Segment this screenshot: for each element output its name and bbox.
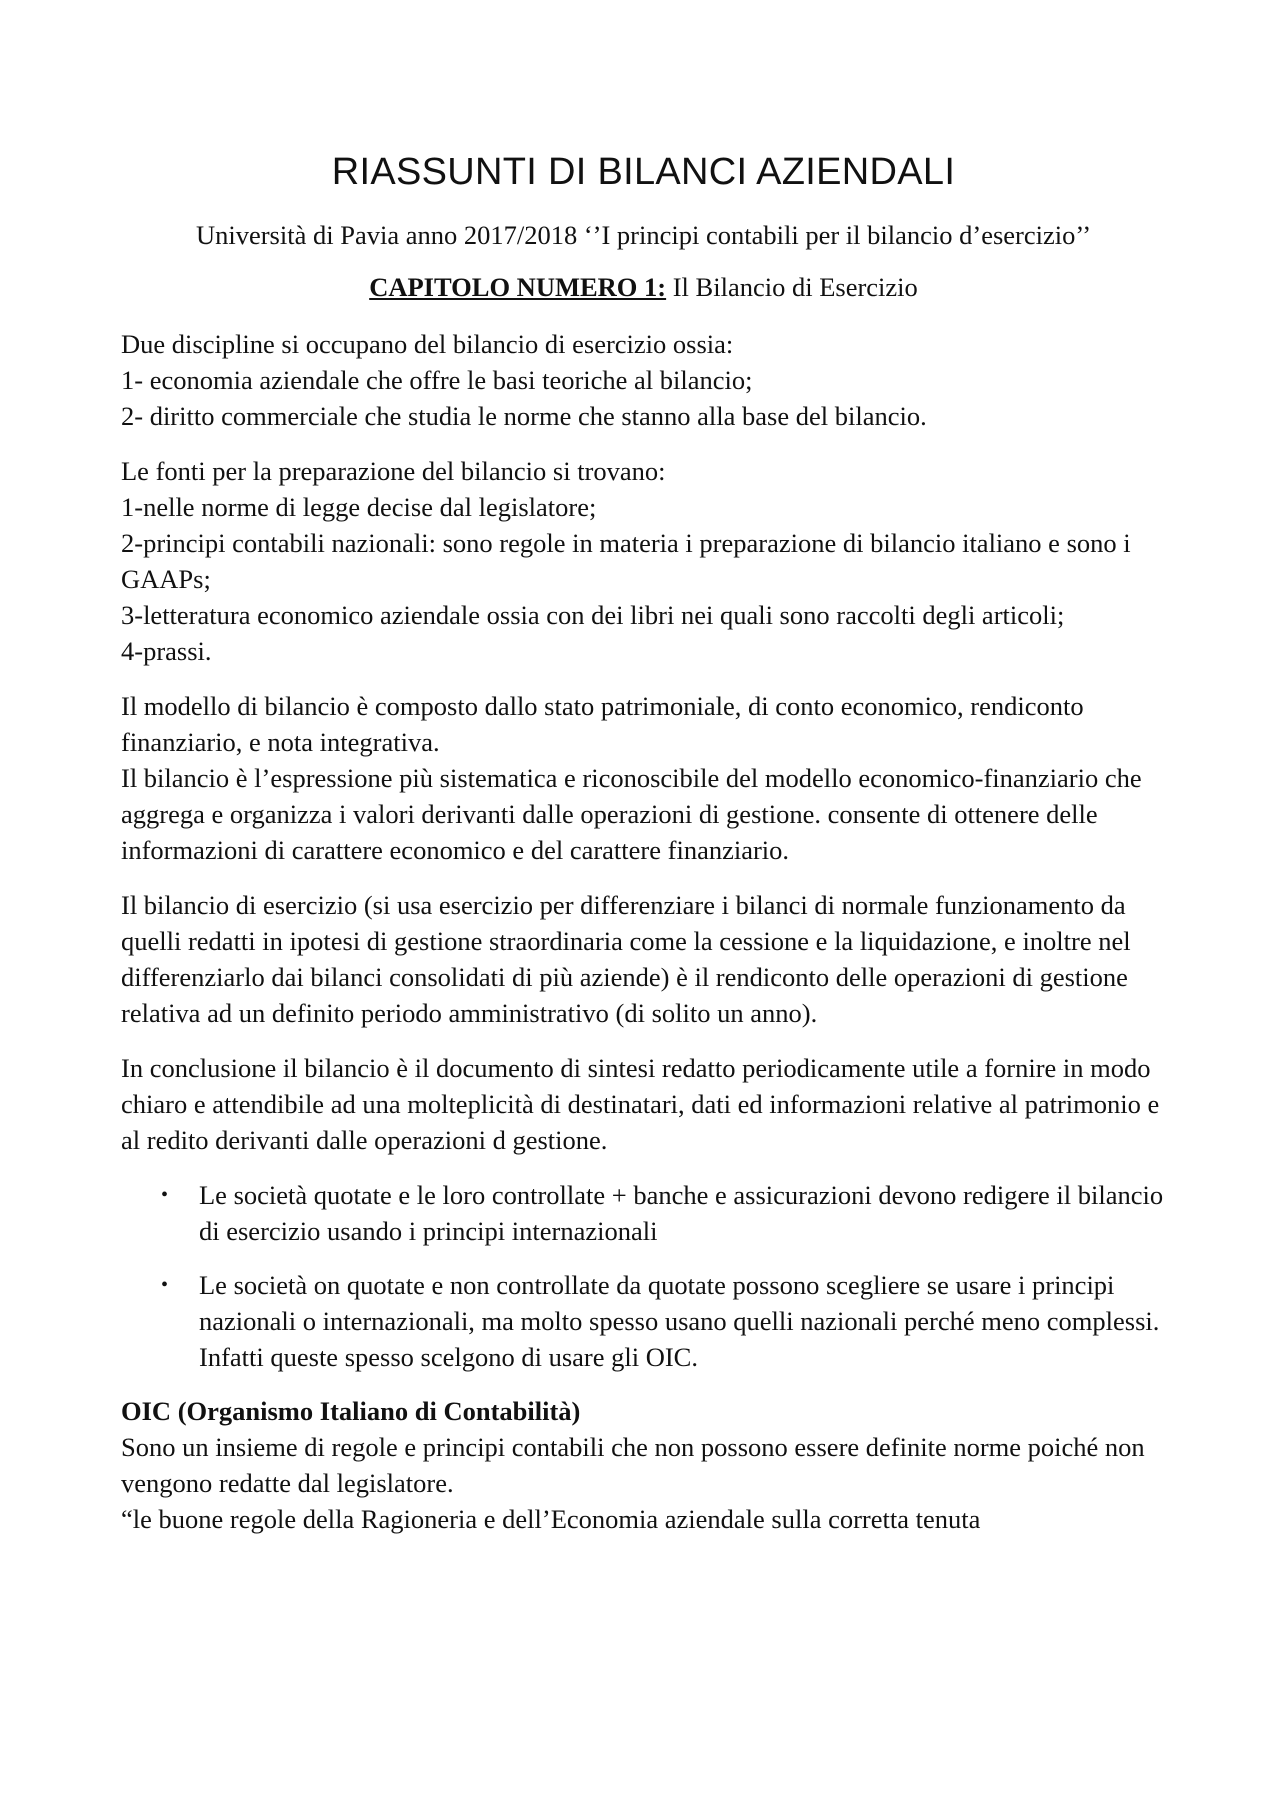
paragraph-line: 2- diritto commerciale che studia le norme che stanno alla base del bilancio. xyxy=(121,401,927,432)
chapter-label: CAPITOLO NUMERO 1: xyxy=(369,272,667,303)
document-subtitle: Università di Pavia anno 2017/2018 ‘’I principi contabili per il bilancio d’esercizio’’ xyxy=(195,219,1092,250)
paragraph-line: Il modello di bilancio è composto dallo stato patrimoniale, di conto economico, rendiconto finanziario, e nota integrativa. xyxy=(121,691,1084,758)
bullet-list xyxy=(121,1177,1166,1375)
paragraph-line: Il bilancio è l’espressione più sistematica e riconoscibile del modello economico-finanziario che aggrega e organizza i valori derivanti dalle operazioni di gestione. consente di ottenere delle informazioni di carattere economico e del carattere finanziario. xyxy=(121,763,1142,866)
paragraph-line: “le buone regole della Ragioneria e dell’Economia aziendale sulla corretta tenuta xyxy=(121,1504,981,1535)
paragraph-line: 2-principi contabili nazionali: sono regole in materia i preparazione di bilancio italiano e sono i GAAPs; xyxy=(121,528,1131,595)
document-title: RIASSUNTI DI BILANCI AZIENDALI xyxy=(331,151,956,193)
chapter-heading xyxy=(121,270,1166,304)
paragraph-line: 4-prassi. xyxy=(121,636,212,667)
paragraph-line: 1- economia aziendale che offre le basi teoriche al bilancio; xyxy=(121,365,753,396)
paragraph-line: Sono un insieme di regole e principi contabili che non possono essere definite norme poiché non vengono redatte dal legislatore. xyxy=(121,1432,1145,1499)
paragraph-line: Le fonti per la preparazione del bilancio si trovano: xyxy=(121,456,666,487)
document-content xyxy=(121,150,1166,1537)
bullet-item xyxy=(121,1267,1166,1375)
paragraph-line: 1-nelle norme di legge decise dal legislatore; xyxy=(121,492,597,523)
paragraph-model xyxy=(121,688,1166,868)
paragraph-line: 3-letteratura economico aziendale ossia con dei libri nei quali sono raccolti degli articoli; xyxy=(121,600,1065,631)
bullet-marker: • xyxy=(161,1274,169,1297)
oic-heading: OIC (Organismo Italiano di Contabilità) xyxy=(121,1396,581,1427)
bullet-text: Le società quotate e le loro controllate + banche e assicurazioni devono redigere il bilancio di esercizio usando i principi internazionali xyxy=(199,1180,1164,1247)
paragraph-definition: Il bilancio di esercizio (si usa esercizio per differenziare i bilanci di normale funzionamento da quelli redatti in ipotesi di gestione straordinaria come la cessione e la liquidazione, e inoltre nel differenziarlo dai bilanci consolidati di più aziende) è il rendiconto delle operazioni di gestione relativa ad un definito periodo amministrativo (di solito un anno). xyxy=(121,890,1131,1029)
chapter-text: Il Bilancio di Esercizio xyxy=(666,272,918,303)
oic-paragraph xyxy=(121,1429,1166,1537)
bullet-item xyxy=(121,1177,1166,1249)
paragraph-line: Due discipline si occupano del bilancio di esercizio ossia: xyxy=(121,329,734,360)
paragraph-conclusion: In conclusione il bilancio è il documento di sintesi redatto periodicamente utile a fornire in modo chiaro e attendibile ad una molteplicità di destinatari, dati ed informazioni relative al patrimonio e al redito derivanti dalle operazioni d gestione. xyxy=(121,1053,1160,1156)
bullet-marker: • xyxy=(161,1184,169,1207)
bullet-text: Le società on quotate e non controllate da quotate possono scegliere se usare i principi nazionali o internazionali, ma molto spesso usano quelli nazionali perché meno complessi. xyxy=(199,1270,1160,1337)
paragraph-disciplines xyxy=(121,326,1166,434)
paragraph-sources xyxy=(121,453,1166,669)
bullet-text: Infatti queste spesso scelgono di usare gli OIC. xyxy=(199,1342,698,1373)
